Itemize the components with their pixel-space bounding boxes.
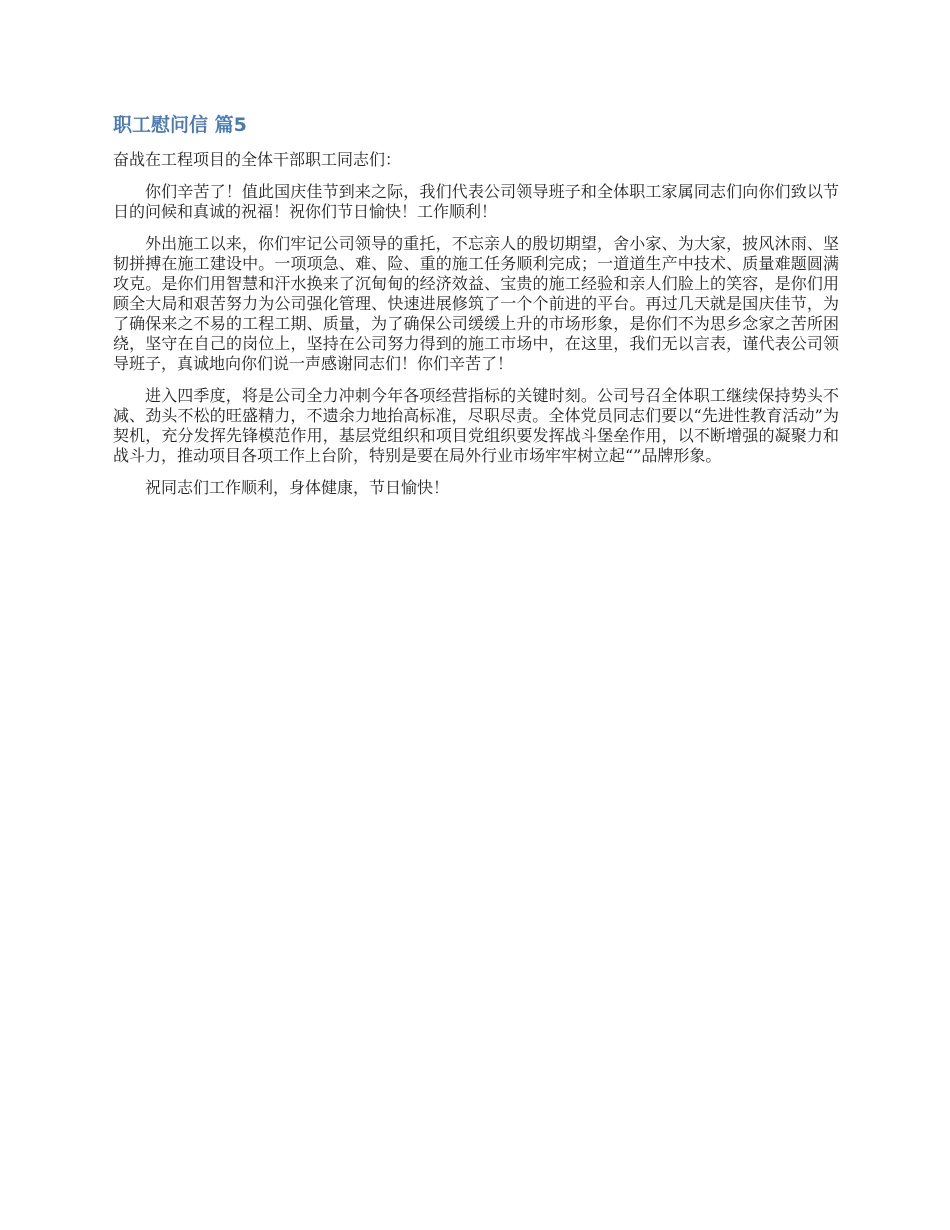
paragraph-greeting: 你们辛苦了！值此国庆佳节到来之际，我们代表公司领导班子和全体职工家属同志们向你们致以节日的问候和真诚的祝福！祝你们节日愉快！工作顺利！ <box>113 182 839 221</box>
paragraph-fourth-quarter: 进入四季度，将是公司全力冲刺今年各项经营指标的关键时刻。公司号召全体职工继续保持势头不减、劲头不松的旺盛精力，不遗余力地抬高标准，尽职尽责。全体党员同志们要以“先进性教育活动”为契机，充分发挥先锋模范作用，基层党组织和项目党组织要发挥战斗堡垒作用，以不断增强的凝聚力和战斗力，推动项目各项工作上台阶，特别是要在局外行业市场牢牢树立起“”品牌形象。 <box>113 386 839 465</box>
paragraph-achievements: 外出施工以来，你们牢记公司领导的重托，不忘亲人的殷切期望，舍小家、为大家，披风沐雨、坚韧拼搏在施工建设中。一项项急、难、险、重的施工任务顺利完成；一道道生产中技术、质量难题圆满攻克。是你们用智慧和汗水换来了沉甸甸的经济效益、宝贵的施工经验和亲人们脸上的笑容，是你们用顾全大局和艰苦努力为公司强化管理、快速进展修筑了一个个前进的平台。再过几天就是国庆佳节，为了确保来之不易的工程工期、质量，为了确保公司缓缓上升的市场形象，是你们不为思乡念家之苦所困绕，坚守在自己的岗位上，坚持在公司努力得到的施工市场中，在这里，我们无以言表，谨代表公司领导班子，真诚地向你们说一声感谢同志们！你们辛苦了！ <box>113 234 839 373</box>
paragraph-closing-wish: 祝同志们工作顺利，身体健康，节日愉快！ <box>145 478 450 497</box>
salutation: 奋战在工程项目的全体干部职工同志们： <box>113 150 402 169</box>
document-title: 职工慰问信 篇5 <box>113 114 247 136</box>
document-page <box>113 110 839 510</box>
